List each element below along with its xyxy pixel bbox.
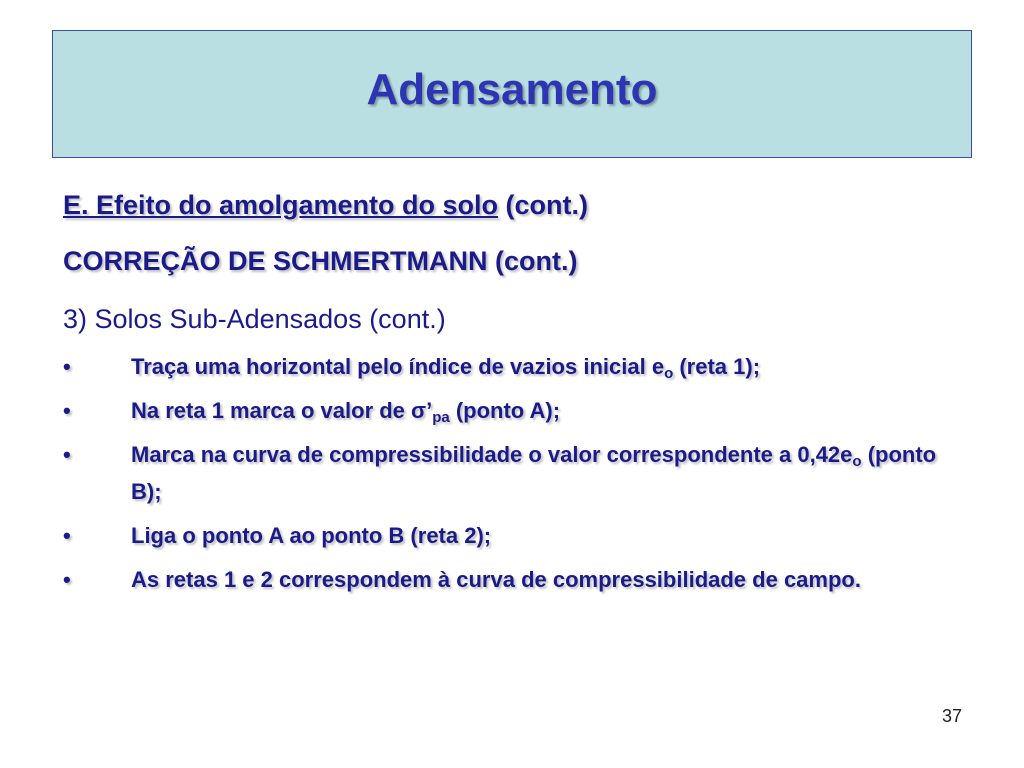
bullet-subscript: pa [432,409,450,426]
method-heading: CORREÇÃO DE SCHMERTMANN (cont.) [63,246,578,276]
bullet-item [63,517,963,554]
bullet-text-tail: (ponto B); [131,442,937,504]
bullet-text [131,348,963,385]
case-heading: 3) Solos Sub-Adensados (cont.) [63,304,446,334]
bullet-item [63,392,963,429]
bullet-subscript: o [852,453,862,470]
bullet-dot: • [63,354,71,379]
bullet-text-tail: (ponto A); [449,398,561,423]
section-heading-suffix: (cont.) [498,190,589,220]
bullet-dot: • [63,442,71,467]
slide-title: Adensamento [366,65,658,114]
section-heading-underlined: E. Efeito do amolgamento do solo [63,190,499,220]
bullet-text-main: Na reta 1 marca o valor de σ’ [131,398,433,423]
section-heading [63,188,963,222]
bullet-text [131,392,963,429]
bullet-subscript: o [664,365,674,382]
bullet-dot: • [63,567,71,592]
bullet-dot: • [63,523,71,548]
bullet-item [63,436,963,510]
bullet-text: As retas 1 e 2 correspondem à curva de compressibilidade de campo. [131,567,861,592]
page-number: 37 [941,706,962,726]
bullet-dot: • [63,398,71,423]
slide-content [63,188,963,605]
bullet-text: Liga o ponto A ao ponto B (reta 2); [131,523,492,548]
title-box [52,30,972,158]
bullet-text-main: Marca na curva de compressibilidade o valor correspondente a 0,42e [131,442,853,467]
bullet-list [63,348,963,598]
bullet-text-main: Traça uma horizontal pelo índice de vazios inicial e [131,354,665,379]
bullet-text-tail: (reta 1); [673,354,761,379]
bullet-item [63,348,963,385]
bullet-text [131,436,963,510]
bullet-item [63,561,963,598]
